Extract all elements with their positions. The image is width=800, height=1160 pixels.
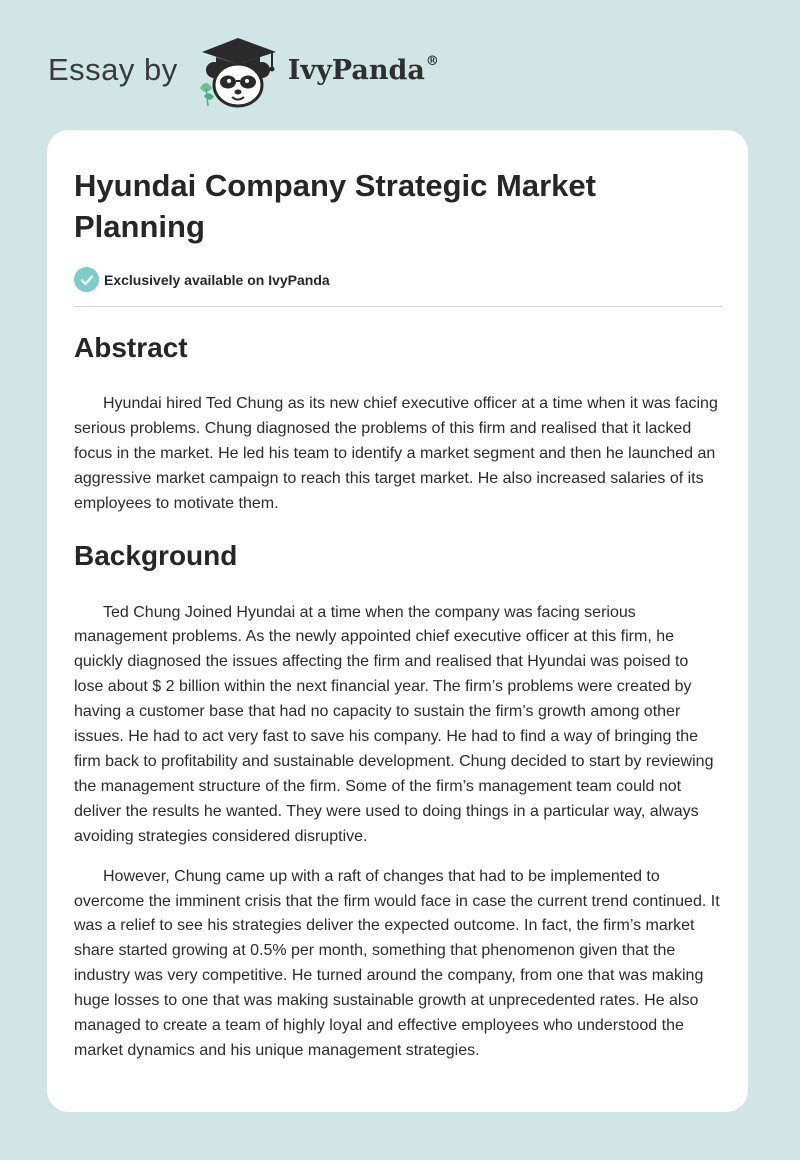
divider (74, 306, 722, 307)
panda-logo-icon[interactable] (192, 30, 282, 110)
page-title: Hyundai Company Strategic Market Planning (74, 168, 596, 244)
checkmark-icon (74, 267, 99, 292)
exclusive-badge (74, 267, 722, 292)
brand-name[interactable]: IvyPanda® (287, 54, 439, 86)
exclusive-label: Exclusively available on IvyPanda (104, 271, 330, 288)
essay-by-label: Essay by (48, 52, 178, 87)
registered-mark: ® (425, 54, 439, 69)
section-heading-abstract: Abstract (74, 332, 188, 363)
background-paragraph-2: However, Chung came up with a raft of changes that had to be implemented to overcome the imminent crisis that the firm would face in case the current trend continued. It was a relief to see his strategies deliver the expected outcome. In fact, the firm’s market share started growing at 0.5% per month, something that phenomenon given that the industry was very competitive. He turned around the company, from one that was making huge losses to one that was making sustainable growth at unprecedented rates. He also managed to create a team of highly loyal and effective employees who understood the market dynamics and his unique management strategies. (74, 867, 720, 1059)
site-header (48, 30, 439, 110)
section-heading-background: Background (74, 539, 238, 571)
abstract-paragraph: Hyundai hired Ted Chung as its new chief executive officer at a time when it was facing serious problems. Chung diagnosed the problems of this firm and realised that it lacked focus in the market. He led his team to identify a market segment and then he launched an aggressive market campaign to reach this target market. He also increased salaries of its employees to motivate them. (74, 395, 718, 512)
background-paragraph-1: Ted Chung Joined Hyundai at a time when the company was facing serious management problems. As the newly appointed chief executive officer at this firm, he quickly diagnosed the issues affecting the firm and realised that Hyundai was poised to lose about $ 2 billion within the next financial year. The firm’s problems were created by having a customer base that had no capacity to sustain the firm’s growth among other issues. He had to act very fast to save his company. He had to find a way of bringing the firm back to profitability and sustainable development. Chung decided to start by reviewing the management structure of the firm. Some of the firm’s management team could not deliver the results he wanted. They were used to doing things in a particular way, always avoiding strategies considered disruptive. (74, 603, 714, 845)
essay-card (47, 130, 748, 1112)
